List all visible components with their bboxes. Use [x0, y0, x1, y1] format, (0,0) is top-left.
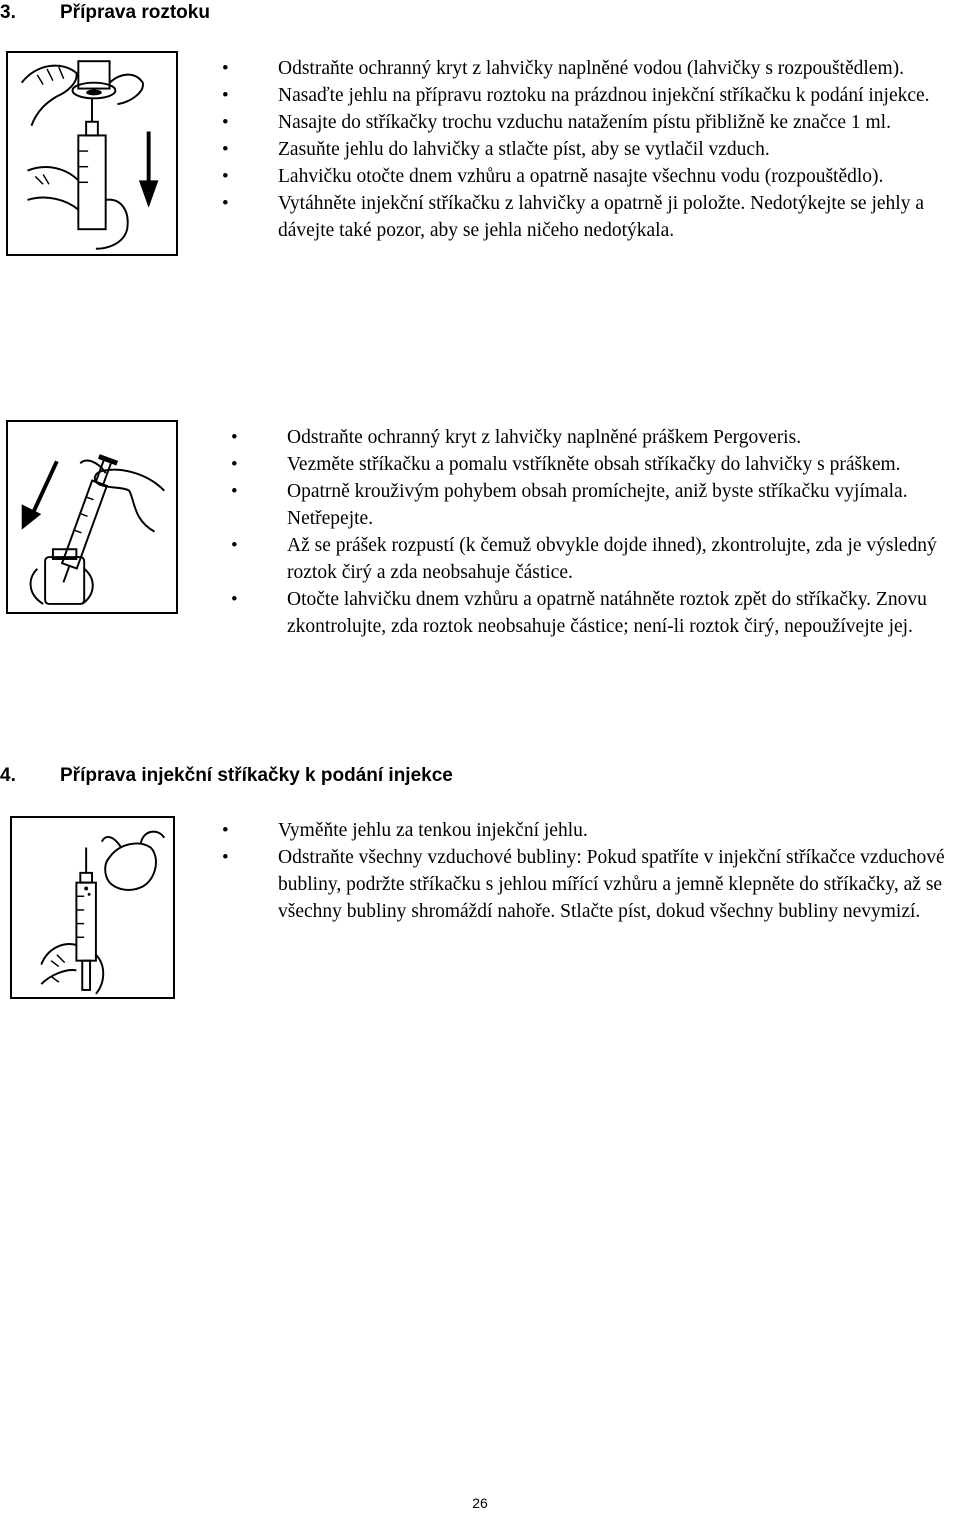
page-number: 26 — [472, 1495, 488, 1511]
list-item: • Odstraňte ochranný kryt z lahvičky naplněné práškem Pergoveris. — [287, 424, 959, 451]
list-item: • Odstraňte všechny vzduchové bubliny: Pokud spatříte v injekční stříkačce vzduchové bubliny, podržte stříkačku s jehlou mířící vzhůru a jemně klepněte do stříkačky, až se všechny bubliny shromáždí nahoře. Stlačte píst, dokud všechny bubliny nevymizí. — [278, 844, 950, 925]
section-3-heading — [0, 1, 210, 25]
step-list-solvent — [278, 55, 950, 244]
illustration-tap-syringe — [10, 816, 175, 999]
step-list-powder — [287, 424, 959, 640]
list-item: • Opatrně krouživým pohybem obsah promíchejte, aniž byste stříkačku vyjímala. Netřepejte. — [287, 478, 959, 532]
list-item: • Otočte lahvičku dnem vzhůru a opatrně natáhněte roztok zpět do stříkačky. Znovu zkontrolujte, zda roztok neobsahuje částice; není-li roztok čirý, nepoužívejte jej. — [287, 586, 959, 640]
list-item: • Vezměte stříkačku a pomalu vstříkněte obsah stříkačky do lahvičky s práškem. — [287, 451, 959, 478]
section-4-title: Příprava injekční stříkačky k podání injekce — [60, 765, 453, 786]
illustration-vial-syringe — [6, 51, 178, 256]
list-item: • Nasaďte jehlu na přípravu roztoku na prázdnou injekční stříkačku k podání injekce. — [278, 82, 950, 109]
list-item: • Odstraňte ochranný kryt z lahvičky naplněné vodou (lahvičky s rozpouštědlem). — [278, 55, 950, 82]
list-item: • Vyměňte jehlu za tenkou injekční jehlu. — [278, 817, 950, 844]
illustration-inject-powder — [6, 420, 178, 614]
section-3-number: 3. — [0, 2, 16, 23]
section-4-heading — [0, 764, 453, 788]
list-item: • Nasajte do stříkačky trochu vzduchu natažením pístu přibližně ke značce 1 ml. — [278, 109, 950, 136]
section-3-title: Příprava roztoku — [60, 2, 210, 23]
list-item: • Lahvičku otočte dnem vzhůru a opatrně nasajte všechnu vodu (rozpouštědlo). — [278, 163, 950, 190]
list-item: • Zasuňte jehlu do lahvičky a stlačte píst, aby se vytlačil vzduch. — [278, 136, 950, 163]
list-item: • Vytáhněte injekční stříkačku z lahvičky a opatrně ji položte. Nedotýkejte se jehly a dávejte také pozor, aby se jehla ničeho nedotýkala. — [278, 190, 950, 244]
step-list-syringe-prep — [278, 817, 950, 925]
section-4-number: 4. — [0, 765, 16, 786]
list-item: • Až se prášek rozpustí (k čemuž obvykle dojde ihned), zkontrolujte, zda je výsledný roztok čirý a zda neobsahuje částice. — [287, 532, 959, 586]
